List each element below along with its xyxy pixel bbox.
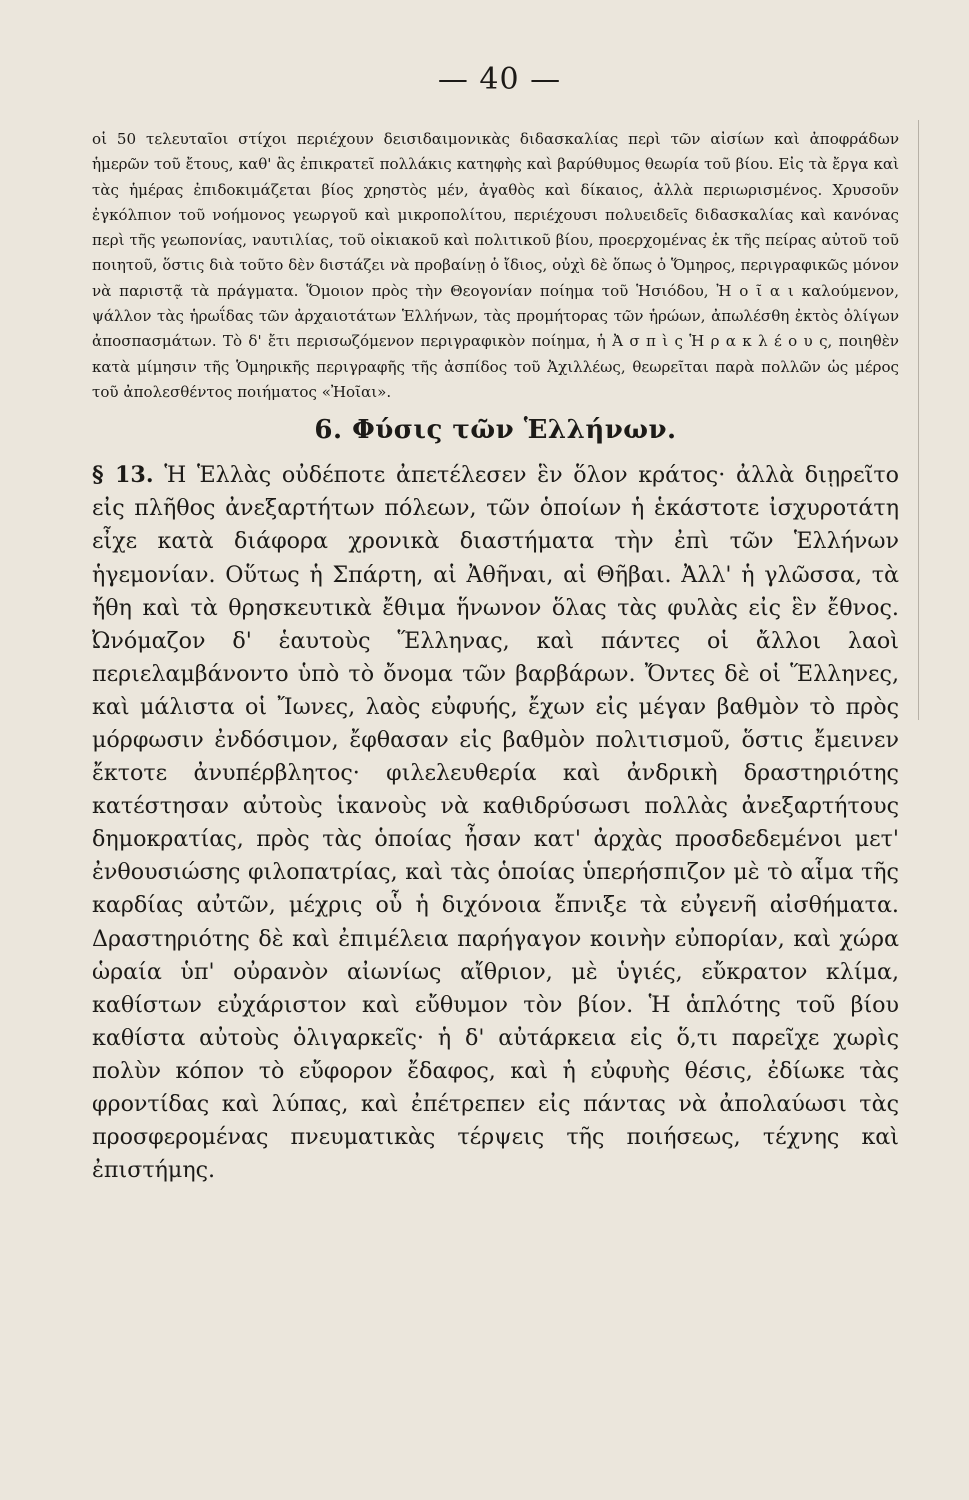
paragraph-text: Ἡ Ἑλλὰς οὐδέποτε ἀπετέλεσεν ἓν ὅλον κράτος· ἀλλὰ διῃρεῖτο εἰς πλῆθος ἀνεξαρτήτων πόλεων, τῶν ὁποίων ἡ ἑκάστοτε ἰσχυροτάτη εἶχε κατὰ διάφορα χρονικὰ διαστήματα τὴν ἐπὶ τῶν Ἑλλήνων ἡγεμονίαν. Οὕτως ἡ Σπάρτη, αἱ Ἀθῆναι, αἱ Θῆβαι. Ἀλλ' ἡ γλῶσσα, τὰ ἤθη καὶ τὰ θρησκευτικὰ ἔθιμα ἥνωνον ὅλας τὰς φυλὰς εἰς ἓν ἔθνος. Ὠνόμαζον δ' ἑαυτοὺς Ἕλληνας, καὶ πάντες οἱ ἄλλοι λαοὶ περιελαμβάνοντο ὑπὸ τὸ ὄνομα τῶν βαρβάρων. Ὄντες δὲ οἱ Ἕλληνες, καὶ μάλιστα οἱ Ἴωνες, λαὸς εὐφυής, ἔχων εἰς μέγαν βαθμὸν τὸ πρὸς μόρφωσιν ἐνδόσιμον, ἔφθασαν εἰς βαθμὸν πολιτισμοῦ, ὅστις ἔμεινεν ἔκτοτε ἀνυπέρβλητος· φιλελευθερία καὶ ἀνδρικὴ δραστηριότης κατέστησαν αὐτοὺς ἱκανοὺς νὰ καθιδρύσωσι πολλὰς ἀνεξαρτήτους δημοκρατίας, πρὸς τὰς ὁποίας ἦσαν κατ' ἀρχὰς προσδεδεμένοι μετ' ἐνθουσιώσης φιλοπατρίας, καὶ τὰς ὁποίας ὑπερήσπιζον μὲ τὸ αἷμα τῆς καρδίας αὐτῶν, μέχρις οὗ ἡ διχόνοια ἔπνιξε τὰ εὐγενῆ αἰσθήματα. Δραστηριότης δὲ καὶ ἐπιμέλεια παρήγαγον κοινὴν εὐπορίαν, καὶ χώρα ὡραία ὑπ' οὐρανὸν αἰωνίως αἴθριον, μὲ ὑγιές, εὔκρατον κλίμα, καθίστων εὐχάριστον καὶ εὔθυμον τὸν βίον. Ἡ ἁπλότης τοῦ βίου καθίστα αὐτοὺς ὀλιγαρκεῖς· ἡ δ' αὐτάρκεια εἰς ὅ,τι παρεῖχε χωρὶς πολὺν κόπον τὸ εὔφορον ἔδαφος, καὶ ἡ εὐφυὴς θέσις, ἐδίωκε τὰς φροντίδας καὶ λύπας, καὶ ἐπέτρεπεν εἰς πάντας νὰ ἀπολαύωσι τὰς προσφερομένας πνευματικὰς τέρψεις τῆς ποιήσεως, τέχνης καὶ ἐπιστήμης. xyxy=(92,462,899,1184)
page-number: — 40 — xyxy=(437,62,562,97)
continued-paragraph: οἱ 50 τελευταῖοι στίχοι περιέχουν δεισιδαιμονικὰς διδασκαλίας περὶ τῶν αἰσίων καὶ ἀποφράδων ἡμερῶν τοῦ ἔτους, καθ' ἃς ἐπικρατεῖ πολλάκις κατηφὴς καὶ βαρύθυμος θεωρία τοῦ βίου. Εἰς τὰ ἔργα καὶ τὰς ἡμέρας ἐπιδοκιμάζεται βίος χρηστὸς μέν, ἀγαθὸς καὶ δίκαιος, ἀλλὰ περιωρισμένος. Χρυσοῦν ἐγκόλπιον τοῦ νοήμονος γεωργοῦ καὶ μικροπολίτου, περιέχουσι πολυειδεῖς διδασκαλίας καὶ κανόνας περὶ τῆς γεωπονίας, ναυτιλίας, τοῦ οἰκιακοῦ καὶ πολιτικοῦ βίου, προερχομένας ἐκ τῆς πείρας αὐτοῦ τοῦ ποιητοῦ, ὅστις διὰ τοῦτο δὲν διστάζει νὰ προβαίνῃ ὁ ἴδιος, οὐχὶ δὲ ὅπως ὁ Ὅμηρος, περιγραφικῶς μόνον νὰ παριστᾷ τὰ πράγματα. Ὅμοιον πρὸς τὴν Θεογονίαν ποίημα τοῦ Ἡσιόδου, Ἠ ο ῖ α ι καλούμενον, ψάλλον τὰς ἡρωΐδας τῶν ἀρχαιοτάτων Ἑλλήνων, τὰς προμήτορας τῶν ἡρώων, ἀπωλέσθη ἐκτὸς ὀλίγων ἀποσπασμάτων. Τὸ δ' ἔτι περισωζόμενον περιγραφικὸν ποίημα, ἡ Ἀ σ π ὶ ς Ἡ ρ α κ λ έ ο υ ς, ποιηθὲν κατὰ μίμησιν τῆς Ὁμηρικῆς περιγραφῆς τῆς ἀσπίδος τοῦ Ἀχιλλέως, θεωρεῖται παρὰ πολλῶν ὡς μέρος τοῦ ἀπολεσθέντος ποιήματος «Ἠοῖαι». xyxy=(92,130,899,401)
section-title: 6. Φύσις τῶν Ἑλλήνων. xyxy=(314,415,677,446)
paragraph-number: § 13. xyxy=(92,462,154,489)
section-paragraph xyxy=(92,459,899,1187)
page-edge-mark xyxy=(918,120,919,720)
